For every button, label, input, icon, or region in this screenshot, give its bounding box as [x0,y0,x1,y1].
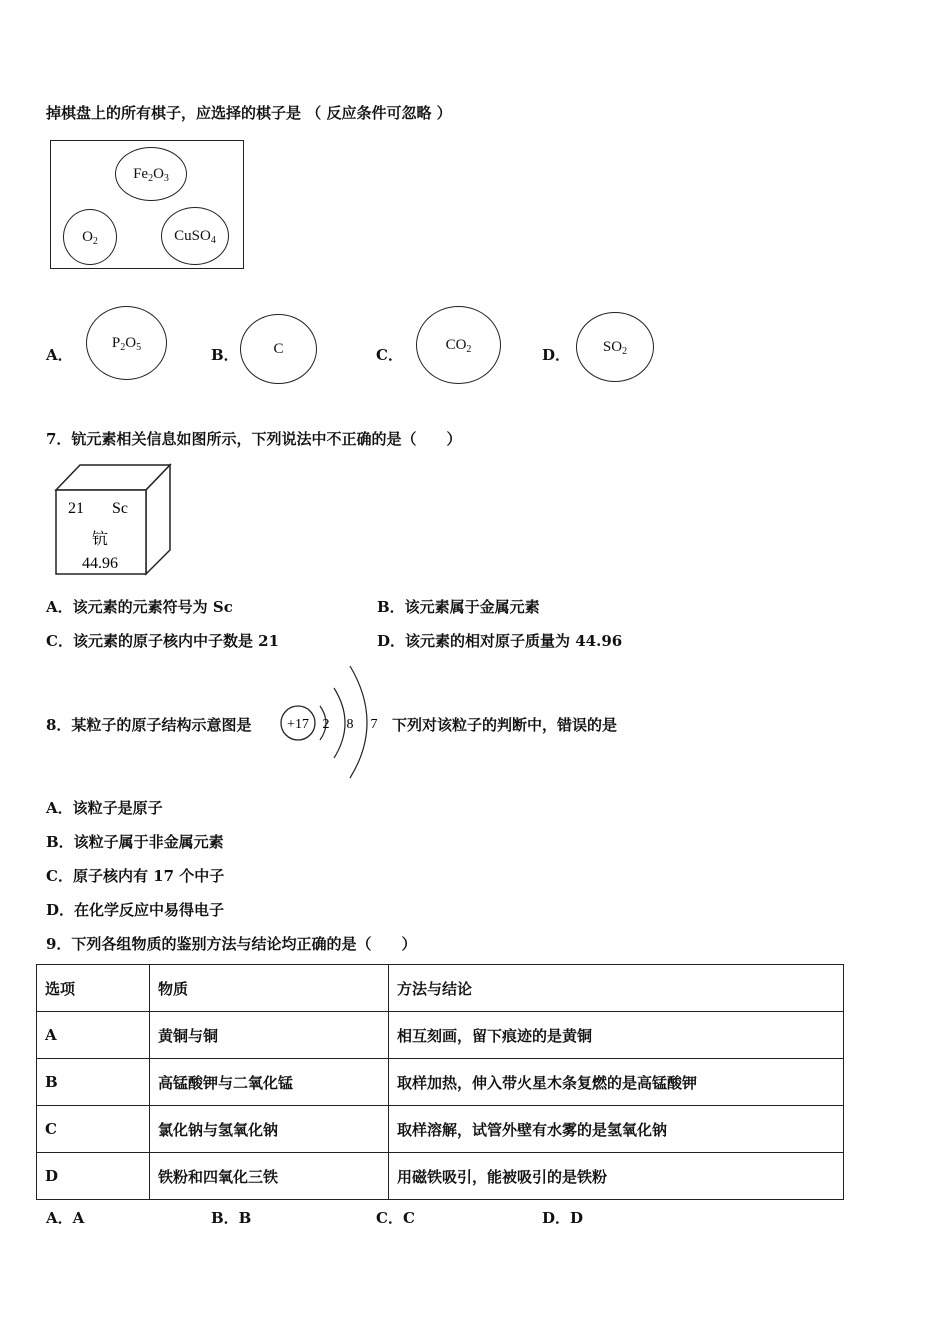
piece-cuso4: Cu SO 4 [161,207,229,265]
element-name: 钪 [92,529,109,548]
row-method: 取样加热，伸入带火星木条复燃的是高锰酸钾 [389,1059,844,1106]
row-method: 取样溶解，试管外壁有水雾的是氢氧化钠 [389,1106,844,1153]
q6-option-b-label: B． [211,346,239,364]
q9-table [36,964,844,1200]
q8-option-d: D．在化学反应中易得电子 [46,901,225,919]
piece-fe2o3: Fe 2 O 3 [115,147,187,201]
row-substance: 黄铜与铜 [150,1012,389,1059]
row-option: C [37,1106,150,1153]
row-substance: 氯化钠与氢氧化钠 [150,1106,389,1153]
q8-option-c: C．原子核内有 17 个中子 [46,867,225,885]
q9-answer-a: A．A [46,1209,85,1227]
shell-1-electrons: 2 [322,717,330,732]
q6-option-b-piece: C [240,314,317,384]
q7-option-a: A．该元素的元素符号为 Sc [46,598,233,616]
q7-option-b: B．该元素属于金属元素 [377,598,540,616]
header-substance: 物质 [150,965,389,1012]
element-mass: 44.96 [82,555,118,572]
shell-3-electrons: 7 [370,717,378,732]
row-option: D [37,1153,150,1200]
row-option: B [37,1059,150,1106]
table-row [37,1153,844,1200]
q6-option-c-piece: CO 2 [416,306,501,384]
nucleus-charge: +17 [287,717,309,732]
header-option: 选项 [37,965,150,1012]
table-row [37,1012,844,1059]
element-cube-figure [54,462,174,578]
row-substance: 高锰酸钾与二氧化锰 [150,1059,389,1106]
table-row [37,1059,844,1106]
chessboard-figure [50,140,244,269]
shell-2-electrons: 8 [346,717,354,732]
element-atomic-number: 21 [68,500,84,517]
question-8-stem-start: 8．某粒子的原子结构示意图是 [46,716,252,734]
q7-option-d: D．该元素的相对原子质量为 44.96 [377,632,623,650]
question-9-stem: 9．下列各组物质的鉴别方法与结论均正确的是（ ） [46,935,417,953]
q7-option-c: C．该元素的原子核内中子数是 21 [46,632,280,650]
question-6-stem: 掉棋盘上的所有棋子，应选择的棋子是 （ 反应条件可忽略 ） [46,104,452,122]
q9-answer-d: D．D [542,1209,584,1227]
question-7-stem: 7．钪元素相关信息如图所示，下列说法中不正确的是（ ） [46,430,462,448]
element-symbol: Sc [112,500,128,517]
table-header-row [37,965,844,1012]
q8-option-a: A．该粒子是原子 [46,799,163,817]
q6-option-d-piece: SO 2 [576,312,654,382]
row-method: 相互刻画，留下痕迹的是黄铜 [389,1012,844,1059]
q8-option-b: B．该粒子属于非金属元素 [46,833,224,851]
row-substance: 铁粉和四氧化三铁 [150,1153,389,1200]
table-row [37,1106,844,1153]
q6-option-d-label: D． [542,346,571,364]
piece-o2: O 2 [63,209,117,265]
q6-option-a-piece: P 2 O 5 [86,306,167,380]
question-8-stem-end: 下列对该粒子的判断中，错误的是 [392,716,618,734]
row-option: A [37,1012,150,1059]
q6-option-a-label: A． [46,346,73,364]
q6-option-c-label: C． [376,346,403,364]
q9-answer-b: B．B [211,1209,252,1227]
row-method: 用磁铁吸引，能被吸引的是铁粉 [389,1153,844,1200]
q9-answer-c: C．C [376,1209,415,1227]
atomic-structure-diagram [278,662,388,782]
header-method: 方法与结论 [389,965,844,1012]
